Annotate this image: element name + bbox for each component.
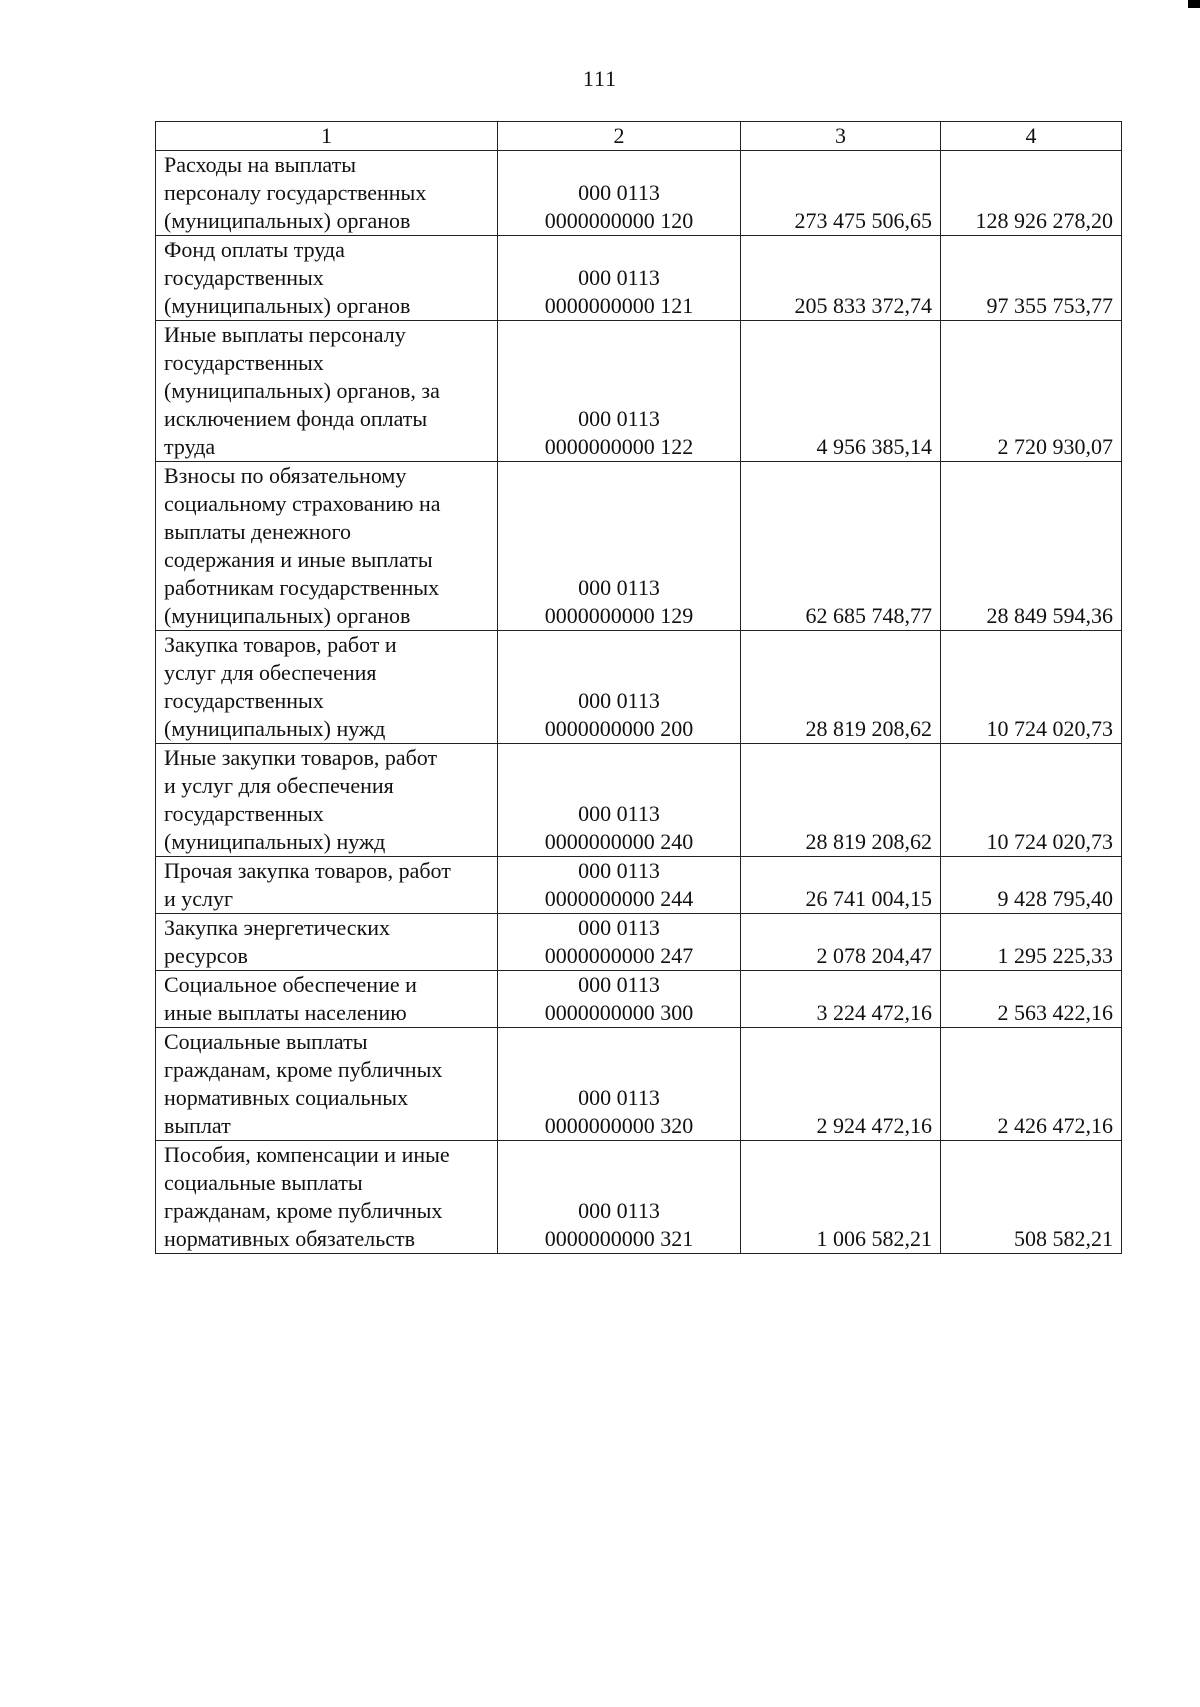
description-line: нормативных социальных — [164, 1085, 409, 1110]
table-header — [156, 122, 1122, 151]
code-line: 000 0113 — [578, 575, 660, 600]
table-row — [156, 631, 1122, 744]
code-line: 000 0113 — [578, 180, 660, 205]
description-line: и услуг — [164, 886, 234, 911]
row-amount-col3: 205 833 372,74 — [741, 236, 941, 321]
description-line: (муниципальных) органов — [164, 208, 411, 233]
row-description — [156, 151, 498, 236]
description-line: Взносы по обязательному — [164, 463, 407, 488]
description-line: (муниципальных) органов — [164, 603, 411, 628]
description-line: Расходы на выплаты — [164, 152, 357, 177]
page-number: 111 — [582, 66, 618, 91]
code-line: 0000000000 321 — [544, 1226, 694, 1251]
table-row — [156, 857, 1122, 914]
description-line: Иные выплаты персоналу — [164, 322, 406, 347]
description-line: нормативных обязательств — [164, 1226, 416, 1251]
row-description — [156, 321, 498, 462]
column-header-1: 1 — [156, 122, 498, 151]
description-line: (муниципальных) органов — [164, 293, 411, 318]
row-amount-col3: 4 956 385,14 — [741, 321, 941, 462]
code-line: 000 0113 — [578, 406, 660, 431]
row-amount-col3: 62 685 748,77 — [741, 462, 941, 631]
description-line: труда — [164, 434, 216, 459]
description-line: государственных — [164, 801, 324, 826]
description-line: выплаты денежного — [164, 519, 351, 544]
row-code — [498, 236, 741, 321]
description-line: (муниципальных) нужд — [164, 829, 386, 854]
table-body — [156, 151, 1122, 1254]
table-row — [156, 1028, 1122, 1141]
description-line: и услуг для обеспечения — [164, 773, 394, 798]
code-line: 000 0113 — [578, 1085, 660, 1110]
table-row — [156, 914, 1122, 971]
code-line: 0000000000 200 — [544, 716, 694, 741]
code-line: 000 0113 — [578, 972, 660, 997]
description-line: Прочая закупка товаров, работ — [164, 858, 451, 883]
row-amount-col4: 2 563 422,16 — [941, 971, 1122, 1028]
code-line: 0000000000 120 — [544, 208, 694, 233]
description-line: гражданам, кроме публичных — [164, 1057, 443, 1082]
row-code — [498, 462, 741, 631]
description-line: Иные закупки товаров, работ — [164, 745, 438, 770]
row-amount-col3: 2 924 472,16 — [741, 1028, 941, 1141]
description-line: персоналу государственных — [164, 180, 427, 205]
code-line: 000 0113 — [578, 265, 660, 290]
code-line: 0000000000 244 — [544, 886, 694, 911]
code-line: 0000000000 129 — [544, 603, 694, 628]
description-line: работникам государственных — [164, 575, 440, 600]
scan-corner-mark — [1188, 0, 1200, 8]
row-description — [156, 857, 498, 914]
row-code — [498, 321, 741, 462]
code-line: 000 0113 — [578, 1198, 660, 1223]
row-code — [498, 1141, 741, 1254]
column-header-2: 2 — [498, 122, 741, 151]
code-line: 000 0113 — [578, 801, 660, 826]
row-amount-col3: 273 475 506,65 — [741, 151, 941, 236]
code-line: 000 0113 — [578, 858, 660, 883]
code-line: 000 0113 — [578, 915, 660, 940]
table-row — [156, 1141, 1122, 1254]
budget-table — [155, 121, 1122, 1254]
description-line: социальному страхованию на — [164, 491, 441, 516]
description-line: гражданам, кроме публичных — [164, 1198, 443, 1223]
row-code — [498, 971, 741, 1028]
description-line: услуг для обеспечения — [164, 660, 377, 685]
description-line: (муниципальных) органов, за — [164, 378, 440, 403]
row-amount-col4: 28 849 594,36 — [941, 462, 1122, 631]
description-line: Закупка товаров, работ и — [164, 632, 397, 657]
row-amount-col3: 28 819 208,62 — [741, 631, 941, 744]
row-amount-col3: 28 819 208,62 — [741, 744, 941, 857]
code-line: 0000000000 121 — [544, 293, 694, 318]
code-line: 0000000000 247 — [544, 943, 694, 968]
row-description — [156, 971, 498, 1028]
description-line: государственных — [164, 265, 324, 290]
column-header-3: 3 — [741, 122, 941, 151]
row-description — [156, 1141, 498, 1254]
row-amount-col4: 128 926 278,20 — [941, 151, 1122, 236]
code-line: 000 0113 — [578, 688, 660, 713]
code-line: 0000000000 320 — [544, 1113, 694, 1138]
table-row — [156, 744, 1122, 857]
description-line: Закупка энергетических — [164, 915, 391, 940]
row-description — [156, 631, 498, 744]
description-line: Фонд оплаты труда — [164, 237, 345, 262]
description-line: (муниципальных) нужд — [164, 716, 386, 741]
row-code — [498, 631, 741, 744]
row-description — [156, 1028, 498, 1141]
description-line: ресурсов — [164, 943, 248, 968]
row-amount-col3: 2 078 204,47 — [741, 914, 941, 971]
row-description — [156, 744, 498, 857]
description-line: социальные выплаты — [164, 1170, 363, 1195]
column-header-4: 4 — [941, 122, 1122, 151]
code-line: 0000000000 300 — [544, 1000, 694, 1025]
row-amount-col4: 97 355 753,77 — [941, 236, 1122, 321]
row-description — [156, 462, 498, 631]
description-line: выплат — [164, 1113, 231, 1138]
header-row — [156, 122, 1122, 151]
description-line: иные выплаты населению — [164, 1000, 407, 1025]
row-amount-col4: 9 428 795,40 — [941, 857, 1122, 914]
description-line: государственных — [164, 350, 324, 375]
row-amount-col4: 2 426 472,16 — [941, 1028, 1122, 1141]
code-line: 0000000000 240 — [544, 829, 694, 854]
description-line: государственных — [164, 688, 324, 713]
row-amount-col4: 10 724 020,73 — [941, 744, 1122, 857]
description-line: содержания и иные выплаты — [164, 547, 433, 572]
row-code — [498, 151, 741, 236]
row-code — [498, 1028, 741, 1141]
row-description — [156, 236, 498, 321]
table-row — [156, 321, 1122, 462]
row-amount-col3: 3 224 472,16 — [741, 971, 941, 1028]
description-line: Социальное обеспечение и — [164, 972, 417, 997]
code-line: 0000000000 122 — [544, 434, 694, 459]
row-code — [498, 744, 741, 857]
description-line: Пособия, компенсации и иные — [164, 1142, 450, 1167]
row-amount-col4: 508 582,21 — [941, 1141, 1122, 1254]
row-amount-col4: 1 295 225,33 — [941, 914, 1122, 971]
table-row — [156, 236, 1122, 321]
row-amount-col4: 10 724 020,73 — [941, 631, 1122, 744]
row-amount-col3: 26 741 004,15 — [741, 857, 941, 914]
row-code — [498, 857, 741, 914]
row-code — [498, 914, 741, 971]
row-description — [156, 914, 498, 971]
table-row — [156, 462, 1122, 631]
row-amount-col4: 2 720 930,07 — [941, 321, 1122, 462]
table-row — [156, 151, 1122, 236]
row-amount-col3: 1 006 582,21 — [741, 1141, 941, 1254]
description-line: Социальные выплаты — [164, 1029, 368, 1054]
table-row — [156, 971, 1122, 1028]
description-line: исключением фонда оплаты — [164, 406, 428, 431]
